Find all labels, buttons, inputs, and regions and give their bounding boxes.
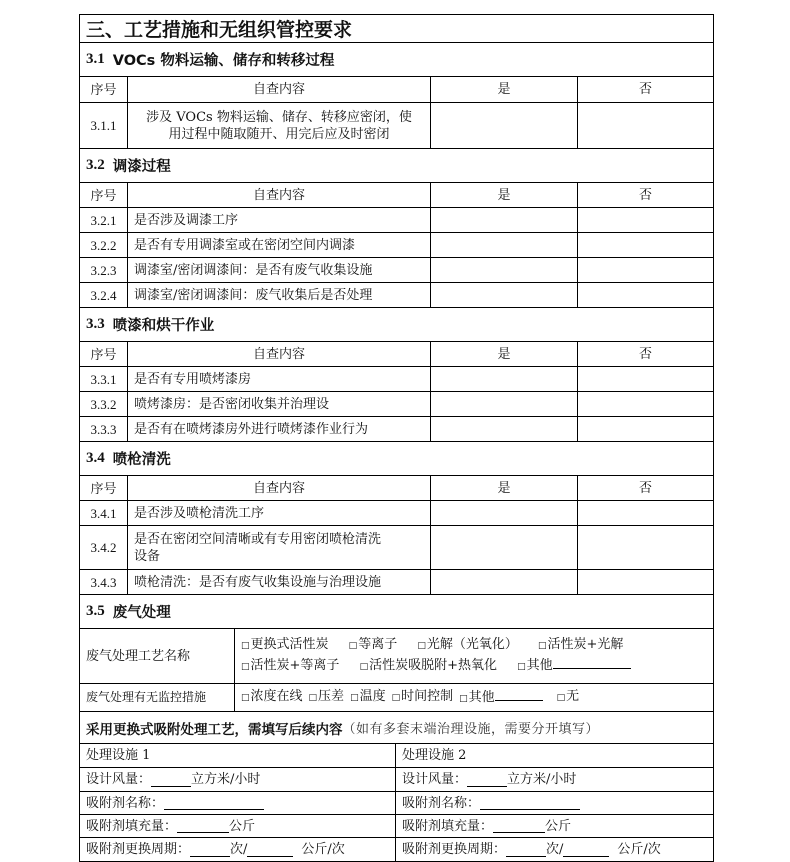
no-cell[interactable]	[578, 392, 713, 416]
facility-2-airflow	[396, 768, 713, 791]
checkbox-icon[interactable]: □	[517, 662, 526, 672]
facility-1-cycle	[80, 838, 396, 861]
checkbox-icon[interactable]: □	[241, 662, 250, 672]
item-number: 3.4.2	[80, 526, 128, 569]
cycle-kg-field[interactable]	[247, 843, 293, 857]
checkbox-icon[interactable]: □	[308, 693, 318, 703]
option-replaceable-carbon[interactable]: □更换式活性炭	[241, 637, 329, 652]
fill-amount-row	[80, 815, 713, 838]
header-no-col: 否	[638, 82, 652, 97]
option-temperature[interactable]: □温度	[350, 689, 386, 704]
item-content: 是否涉及调漆工序	[128, 208, 431, 232]
header-content: 自查内容	[128, 77, 431, 102]
yes-cell[interactable]	[431, 570, 578, 594]
cycle-label: 吸附剂更换周期：	[402, 842, 507, 857]
option-photolysis[interactable]: □光解（光氧化）	[417, 637, 518, 652]
option-carbon-desorption-thermal[interactable]: □活性炭吸脱附+热氧化	[359, 658, 497, 673]
facility-2-fill	[396, 815, 713, 837]
airflow-label: 设计风量：	[402, 772, 468, 787]
option-other[interactable]: □其他	[517, 658, 631, 673]
section-heading-3-1	[80, 43, 713, 77]
table-row	[80, 283, 713, 308]
checkbox-icon[interactable]: □	[359, 662, 369, 672]
yes-cell[interactable]	[431, 103, 578, 148]
item-line-1: 涉及 VOCs 物料运输、储存、转移应密闭，使	[146, 109, 412, 125]
section-heading-3-2	[80, 149, 713, 183]
header-yes: 是	[431, 476, 578, 500]
item-content	[128, 526, 431, 569]
item-content: 是否有专用喷烤漆房	[128, 367, 431, 391]
adsorbent-label: 吸附剂名称：	[86, 795, 165, 811]
section-title: 调漆过程	[112, 159, 171, 175]
item-number: 3.2.4	[80, 283, 128, 307]
yes-cell[interactable]	[431, 208, 578, 232]
section-number: 3.2	[86, 157, 105, 173]
item-number: 3.3.3	[80, 417, 128, 441]
item-content: 调漆室/密闭调漆间：是否有废气收集设施	[128, 258, 431, 282]
checkbox-icon[interactable]: □	[241, 641, 250, 651]
note-paren: （如有多套末端治理设施，需要分开填写）	[342, 722, 600, 737]
no-cell[interactable]	[578, 526, 713, 569]
monitor-label: 废气处理有无监控措施	[80, 684, 235, 711]
cycle-times-field[interactable]	[190, 843, 230, 857]
airflow-label: 设计风量：	[86, 772, 152, 787]
yes-cell[interactable]	[431, 283, 578, 307]
header-no: 序号	[80, 77, 128, 102]
checkbox-icon[interactable]: □	[241, 693, 250, 703]
no-cell[interactable]	[578, 258, 713, 282]
table-row	[80, 103, 713, 149]
option-monitor-other[interactable]: □其他	[459, 687, 543, 708]
fill-label: 吸附剂填充量：	[86, 818, 178, 834]
form-title: 三、工艺措施和无组织管控要求	[80, 15, 713, 43]
monitor-row	[80, 684, 713, 712]
airflow-unit: 立方米/小时	[507, 772, 577, 787]
cycle-times-field[interactable]	[506, 843, 546, 857]
process-options-line-1	[241, 636, 639, 655]
facility-2-adsorbent	[396, 792, 713, 814]
option-none[interactable]: □无	[556, 689, 580, 704]
note-bold: 采用更换式吸附处理工艺，需填写后续内容	[86, 721, 343, 738]
table-header	[80, 77, 713, 103]
cycle-unit-1: 次/	[546, 842, 564, 857]
table-header	[80, 342, 713, 367]
table-row	[80, 526, 713, 570]
table-row	[80, 258, 713, 283]
process-row	[80, 629, 713, 684]
airflow-row	[80, 768, 713, 792]
other-blank-field[interactable]	[553, 655, 631, 669]
no-cell[interactable]	[578, 103, 713, 148]
checkbox-icon[interactable]: □	[350, 693, 359, 703]
airflow-field[interactable]	[151, 773, 191, 787]
facility-2-cycle	[396, 838, 713, 861]
fill-unit: 公斤	[229, 818, 256, 834]
section-title: 废气处理	[112, 605, 171, 621]
item-number: 3.2.3	[80, 258, 128, 282]
cycle-kg-field[interactable]	[563, 843, 609, 857]
no-cell[interactable]	[578, 208, 713, 232]
item-number: 3.3.1	[80, 367, 128, 391]
facility-name-row	[80, 744, 713, 768]
table-row	[80, 570, 713, 595]
checkbox-icon[interactable]: □	[538, 641, 547, 651]
item-content: 是否有在喷烤漆房外进行喷烤漆作业行为	[128, 417, 431, 441]
table-header	[80, 183, 713, 208]
cycle-label: 吸附剂更换周期：	[86, 842, 191, 857]
item-number: 3.1.1	[80, 103, 128, 148]
header-no-col: 否	[638, 346, 652, 362]
table-row	[80, 501, 713, 526]
cycle-unit-2: 公斤/次	[301, 842, 345, 857]
table-row	[80, 208, 713, 233]
checkbox-icon[interactable]: □	[556, 693, 566, 703]
table-row	[80, 367, 713, 392]
adsorbent-field[interactable]	[480, 796, 580, 810]
yes-cell[interactable]	[431, 501, 578, 525]
table-header	[80, 476, 713, 501]
option-carbon-plasma[interactable]: □活性炭+等离子	[241, 658, 340, 673]
monitor-options	[235, 684, 713, 711]
header-content: 自查内容	[128, 183, 431, 207]
header-no-col: 否	[638, 480, 652, 496]
section-heading-3-5	[80, 595, 713, 629]
process-options-line-2	[241, 655, 647, 676]
checkbox-icon[interactable]: □	[348, 641, 358, 651]
header-yes: 是	[431, 77, 578, 102]
item-content: 是否涉及喷枪清洗工序	[128, 501, 431, 525]
process-label: 废气处理工艺名称	[80, 629, 235, 683]
yes-cell[interactable]	[431, 367, 578, 391]
header-content: 自查内容	[128, 476, 431, 500]
header-no-col: 否	[638, 187, 652, 203]
no-cell[interactable]	[578, 417, 713, 441]
yes-cell[interactable]	[431, 392, 578, 416]
header-yes: 是	[431, 183, 578, 207]
inspection-form	[79, 14, 714, 862]
option-concentration-online[interactable]: □浓度在线	[241, 689, 303, 704]
item-content	[128, 103, 431, 148]
header-yes: 是	[431, 342, 578, 366]
airflow-field[interactable]	[467, 773, 507, 787]
yes-cell[interactable]	[431, 417, 578, 441]
item-number: 3.4.1	[80, 501, 128, 525]
item-line-2: 设备	[134, 548, 161, 564]
checkbox-icon[interactable]: □	[459, 694, 468, 704]
item-content: 喷烤漆房：是否密闭收集并治理设	[128, 392, 431, 416]
item-number: 3.2.2	[80, 233, 128, 257]
monitor-other-blank-field[interactable]	[495, 687, 543, 701]
facility-1-adsorbent	[80, 792, 396, 814]
cycle-unit-1: 次/	[230, 842, 248, 857]
fill-field[interactable]	[493, 819, 545, 833]
section-title: 喷漆和烘干作业	[112, 318, 215, 334]
process-options	[235, 629, 713, 683]
fill-field[interactable]	[177, 819, 229, 833]
header-no: 序号	[80, 183, 128, 207]
item-line-1: 是否在密闭空间清晰或有专用密闭喷枪清洗	[134, 531, 382, 547]
option-time-control[interactable]: □时间控制	[391, 689, 454, 704]
replacement-cycle-row	[80, 838, 713, 862]
header-content: 自查内容	[128, 342, 431, 366]
adsorbent-field[interactable]	[164, 796, 264, 810]
no-cell[interactable]	[578, 233, 713, 257]
item-number: 3.2.1	[80, 208, 128, 232]
checkbox-icon[interactable]: □	[391, 693, 401, 703]
section-title: VOCs 物料运输、储存和转移过程	[112, 53, 335, 69]
section-number: 3.3	[86, 316, 105, 332]
no-cell[interactable]	[578, 283, 713, 307]
section-heading-3-3	[80, 308, 713, 342]
section-number: 3.4	[86, 450, 105, 466]
section-title: 喷枪清洗	[112, 452, 171, 468]
option-carbon-photolysis[interactable]: □活性炭+光解	[538, 637, 624, 652]
facility-1-name: 处理设施 1	[80, 744, 396, 767]
yes-cell[interactable]	[431, 233, 578, 257]
item-number: 3.4.3	[80, 570, 128, 594]
fill-unit: 公斤	[545, 818, 572, 834]
section-heading-3-4	[80, 442, 713, 476]
yes-cell[interactable]	[431, 526, 578, 569]
header-no: 序号	[80, 476, 128, 500]
replaceable-adsorption-note	[80, 712, 713, 744]
option-plasma[interactable]: □等离子	[348, 637, 398, 652]
adsorbent-label: 吸附剂名称：	[402, 795, 481, 811]
adsorbent-name-row	[80, 792, 713, 815]
no-cell[interactable]	[578, 367, 713, 391]
section-number: 3.1	[86, 51, 105, 67]
header-no: 序号	[80, 342, 128, 366]
table-row	[80, 417, 713, 442]
checkbox-icon[interactable]: □	[417, 641, 426, 651]
no-cell[interactable]	[578, 501, 713, 525]
section-number: 3.5	[86, 603, 105, 619]
facility-2-name: 处理设施 2	[402, 748, 467, 763]
item-content: 调漆室/密闭调漆间：废气收集后是否处理	[128, 283, 431, 307]
item-number: 3.3.2	[80, 392, 128, 416]
table-row	[80, 233, 713, 258]
item-line-2: 用过程中随取随开、用完后应及时密闭	[168, 126, 390, 142]
item-content: 是否有专用调漆室或在密闭空间内调漆	[128, 233, 431, 257]
facility-1-fill	[80, 815, 396, 837]
facility-1-airflow	[80, 768, 396, 791]
no-cell[interactable]	[578, 570, 713, 594]
airflow-unit: 立方米/小时	[191, 772, 261, 787]
table-row	[80, 392, 713, 417]
item-content: 喷枪清洗：是否有废气收集设施与治理设施	[128, 570, 431, 594]
fill-label: 吸附剂填充量：	[402, 818, 494, 834]
cycle-unit-2: 公斤/次	[617, 842, 661, 857]
yes-cell[interactable]	[431, 258, 578, 282]
option-pressure-diff[interactable]: □压差	[308, 689, 345, 704]
